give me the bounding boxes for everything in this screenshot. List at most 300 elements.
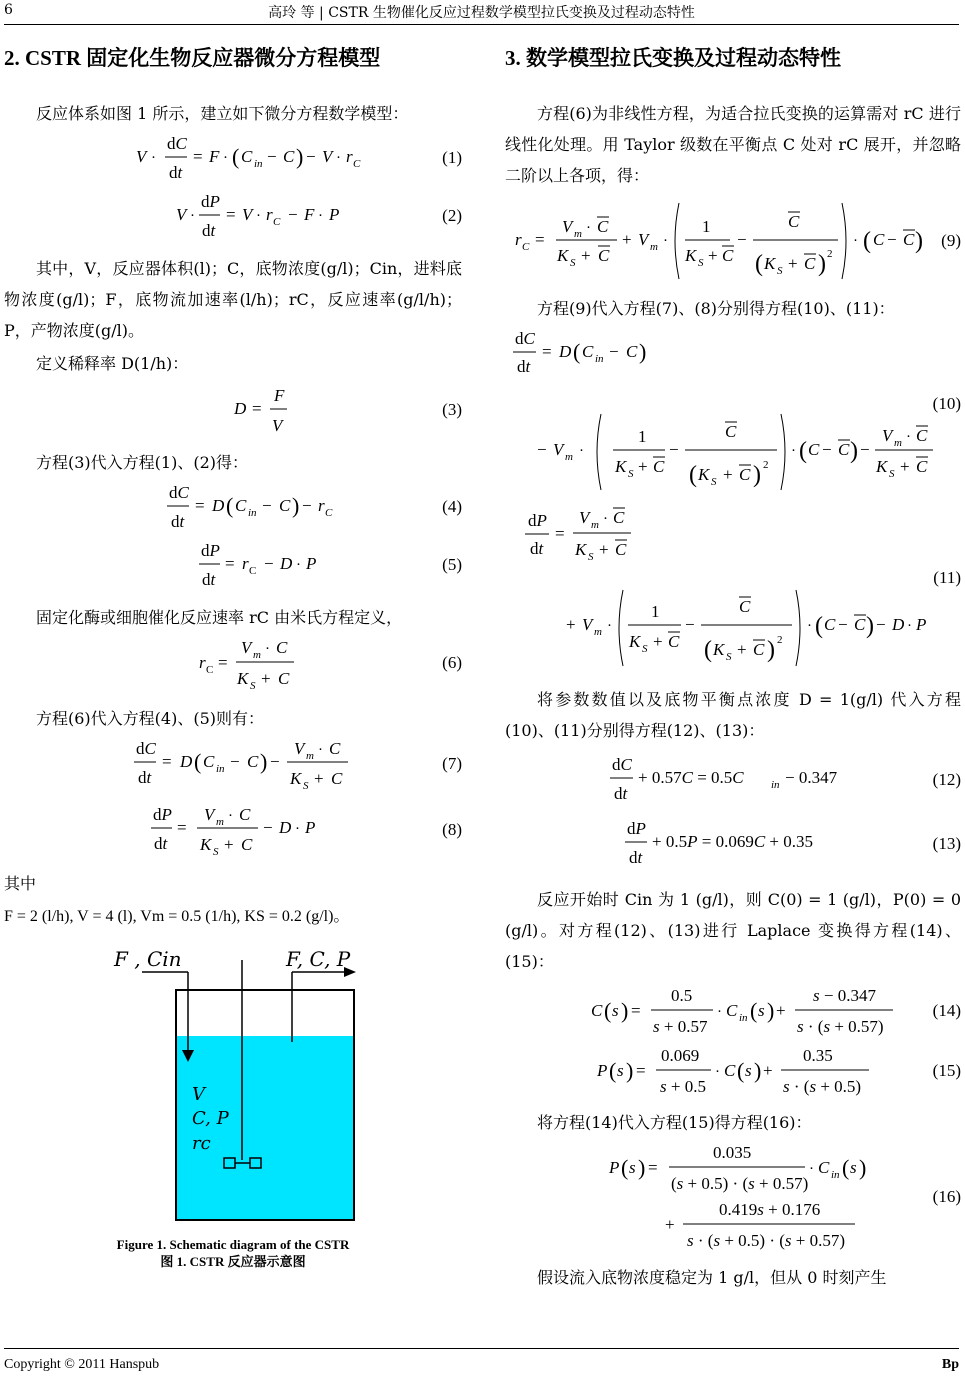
svg-text:·: · (223, 150, 228, 166)
svg-text:dP: dP (627, 819, 646, 838)
svg-text:(: ( (842, 1155, 850, 1180)
cstr-diagram (4, 942, 462, 1232)
svg-text:−: − (887, 230, 897, 249)
left-paragraph-3: 定义稀释率 D(1/h)： (36, 354, 189, 373)
svg-text:·: · (809, 1161, 814, 1177)
svg-text:D: D (279, 818, 292, 837)
svg-text:m: m (591, 519, 599, 531)
svg-text:C: C (353, 158, 361, 170)
svg-text:s · (s + 0.57): s · (s + 0.57) (797, 1017, 884, 1036)
svg-text:C: C (804, 254, 816, 273)
svg-text:2: 2 (763, 459, 769, 471)
left-paragraph-2: 其中，V，反应器体积(l)；C，底物浓度(g/l)；Cin，进料底物浓度(g/l)；F，底物流加速率(l/h)；rC，反应速率(g/l/h)；P，产物浓度(g/l)。 (4, 259, 462, 340)
svg-text:r: r (242, 554, 249, 573)
svg-text:(: ( (799, 438, 807, 464)
svg-text:P: P (609, 1158, 620, 1177)
equation-14-formula (505, 981, 895, 1041)
svg-text:−: − (267, 147, 277, 166)
equation-8-formula (4, 800, 384, 860)
svg-text:K: K (685, 246, 697, 265)
svg-text:dC: dC (169, 483, 189, 502)
equation-2 (4, 187, 462, 245)
svg-text:+: + (788, 254, 798, 273)
svg-text:C: C (279, 496, 291, 515)
equation-9-formula (505, 195, 935, 287)
svg-text:(: ( (194, 749, 202, 774)
svg-text:·: · (318, 208, 323, 224)
equation-6 (4, 633, 462, 693)
svg-text:+: + (314, 769, 324, 788)
svg-text:V: V (882, 426, 893, 445)
svg-text:C: C (903, 230, 915, 249)
svg-text:K: K (615, 457, 627, 476)
svg-text:(: ( (704, 637, 712, 663)
svg-text:D: D (180, 752, 193, 771)
right-paragraph-6: 假设流入底物浓度稳定为 1 g/l，但从 0 时刻产生 (537, 1268, 887, 1287)
svg-text:(: ( (755, 251, 763, 277)
svg-text:P: P (329, 205, 340, 224)
svg-text:C: C (916, 457, 928, 476)
svg-text:r: r (199, 653, 206, 672)
svg-text:dP: dP (201, 192, 220, 211)
svg-text:r: r (346, 147, 353, 166)
svg-text:): ) (818, 251, 826, 277)
figure-1 (4, 942, 462, 1269)
svg-text:dC: dC (136, 739, 156, 758)
svg-text:m: m (650, 241, 658, 253)
svg-text:S: S (303, 780, 309, 792)
svg-text:C: C (582, 342, 594, 361)
svg-text:·: · (603, 511, 608, 527)
svg-text:C: C (808, 440, 820, 459)
equation-number: (3) (442, 400, 462, 419)
svg-text:C: C (591, 1001, 603, 1020)
svg-text:in: in (771, 779, 780, 791)
svg-text:=: = (226, 205, 236, 224)
equation-number: (12) (932, 770, 961, 789)
svg-text:D: D (234, 399, 247, 418)
svg-text:=: = (193, 147, 203, 166)
svg-text:0.419s + 0.176: 0.419s + 0.176 (719, 1200, 821, 1219)
svg-text:): ) (621, 998, 629, 1023)
svg-text:C: C (753, 640, 765, 659)
svg-text:·: · (791, 443, 796, 459)
svg-text:=: = (535, 230, 545, 249)
equation-9 (505, 195, 961, 287)
svg-text:C: C (522, 241, 530, 253)
figure-caption-cn: 图 1. CSTR 反应器示意图 (160, 1254, 306, 1269)
svg-text:·: · (607, 618, 612, 634)
svg-text:−: − (270, 752, 280, 771)
svg-text:V: V (322, 147, 333, 166)
svg-text:−: − (876, 615, 886, 634)
svg-text:V: V (204, 805, 215, 824)
svg-text:=: = (177, 818, 187, 837)
equation-14 (505, 981, 961, 1041)
svg-text:s − 0.347: s − 0.347 (813, 986, 876, 1005)
running-title: 高玲 等 | CSTR 生物催化反应过程数学模型拉氏变换及过程动态特性 (268, 5, 695, 21)
svg-text:−: − (264, 554, 274, 573)
svg-text:C: C (247, 752, 259, 771)
svg-text:dt: dt (171, 512, 185, 531)
svg-text:C: C (273, 216, 281, 228)
svg-text:P: P (306, 554, 317, 573)
svg-text:1: 1 (638, 427, 647, 446)
svg-text:(: ( (232, 144, 240, 169)
svg-text:S: S (213, 846, 219, 858)
right-column (505, 36, 961, 1293)
svg-text:−: − (302, 496, 312, 515)
equation-7-formula (4, 734, 384, 794)
svg-text:·: · (256, 208, 261, 224)
equation-number: (15) (932, 1061, 961, 1080)
svg-text:K: K (876, 457, 888, 476)
svg-text:C: C (241, 147, 253, 166)
svg-text:dt: dt (154, 834, 168, 853)
svg-text:dC: dC (515, 329, 535, 348)
svg-text:(: ( (737, 1058, 745, 1083)
equation-3 (4, 379, 462, 441)
svg-text:dt: dt (629, 848, 643, 867)
svg-text:=: = (162, 752, 172, 771)
svg-text:m: m (894, 437, 902, 449)
svg-text:C: C (838, 440, 850, 459)
svg-text:=: = (555, 524, 565, 543)
svg-text:+: + (581, 246, 591, 265)
right-paragraph-4: 反应开始时 Cin 为 1 (g/l)，则 C(0) = 1 (g/l)，P(0) = 0 (g/l)。对方程(12)、(13)进行 Laplace 变换得方程(14)、(15)： (505, 890, 961, 971)
svg-text:·: · (807, 618, 812, 634)
svg-text:C: C (626, 342, 638, 361)
svg-text:C: C (278, 669, 290, 688)
svg-text:V: V (272, 416, 283, 435)
svg-text:F: F (209, 147, 220, 166)
svg-text:V: V (553, 440, 564, 459)
svg-text:C: C (283, 147, 295, 166)
svg-text:D: D (559, 342, 572, 361)
svg-text:r: r (266, 205, 273, 224)
svg-text:): ) (639, 339, 647, 364)
svg-text:s: s (745, 1061, 752, 1080)
svg-text:dC: dC (167, 134, 187, 153)
parameter-values: F = 2 (l/h), V = 4 (l), Vm = 0.5 (1/h), KS = 0.2 (g/l)。 (4, 908, 350, 925)
svg-text:C: C (818, 1158, 830, 1177)
svg-text:C: C (916, 426, 928, 445)
svg-text:S: S (628, 468, 634, 480)
svg-text:s + 0.57: s + 0.57 (653, 1017, 708, 1036)
svg-text:s: s (617, 1061, 624, 1080)
equation-10-formula (505, 324, 935, 506)
svg-text:·: · (228, 808, 233, 824)
svg-text:(: ( (609, 1058, 617, 1083)
svg-text:·: · (579, 443, 584, 459)
svg-text:V: V (638, 230, 649, 249)
svg-text:+: + (665, 1215, 675, 1234)
svg-text:C: C (739, 597, 751, 616)
svg-text:F: F (274, 386, 285, 405)
svg-text:): ) (260, 749, 268, 774)
svg-text:C: C (276, 638, 288, 657)
svg-text:·: · (907, 618, 912, 634)
svg-text:0.069: 0.069 (661, 1046, 700, 1065)
svg-text:(: ( (573, 339, 581, 364)
svg-text:+: + (224, 835, 234, 854)
page-number: 6 (4, 2, 13, 18)
svg-text:=: = (195, 496, 205, 515)
svg-text:V: V (579, 508, 590, 527)
svg-text:(: ( (226, 493, 234, 518)
svg-text:·: · (717, 1004, 722, 1020)
svg-text:C: C (668, 632, 680, 651)
volume-label: V (192, 1084, 205, 1105)
svg-text:0.35: 0.35 (803, 1046, 833, 1065)
svg-text:C: C (873, 230, 885, 249)
svg-text:C: C (241, 835, 253, 854)
svg-text:+: + (900, 457, 910, 476)
svg-text:D: D (892, 615, 905, 634)
svg-text:C: C (203, 752, 215, 771)
svg-text:m: m (594, 626, 602, 638)
svg-text:dt: dt (202, 221, 216, 240)
svg-text:C: C (235, 496, 247, 515)
svg-text:−: − (230, 752, 240, 771)
section-2-title: 2. CSTR 固定化生物反应器微分方程模型 (4, 46, 381, 70)
svg-text:S: S (711, 476, 717, 488)
left-paragraph-6: 方程(6)代入方程(4)、(5)则有： (36, 709, 264, 728)
svg-text:C: C (725, 422, 737, 441)
svg-text:−: − (860, 440, 870, 459)
equation-15 (505, 1041, 961, 1101)
equation-15-formula (505, 1041, 895, 1101)
svg-text:V: V (136, 147, 147, 166)
equation-8 (4, 800, 462, 860)
svg-text:−: − (262, 496, 272, 515)
svg-text:·: · (715, 1064, 720, 1080)
svg-text:0.5: 0.5 (671, 986, 693, 1005)
svg-text:): ) (915, 228, 923, 254)
svg-text:−: − (609, 342, 619, 361)
svg-text:): ) (753, 462, 761, 488)
svg-text:0.035: 0.035 (713, 1143, 752, 1162)
equation-number: (1) (442, 148, 462, 167)
equation-number: (6) (442, 653, 462, 672)
equation-1-tail (320, 129, 400, 187)
svg-text:): ) (626, 1058, 634, 1083)
equation-6-formula (4, 633, 324, 693)
figure-caption-en: Figure 1. Schematic diagram of the CSTR (116, 1237, 350, 1252)
svg-text:K: K (629, 632, 641, 651)
svg-text:dC: dC (612, 755, 632, 774)
equation-1-formula (4, 129, 334, 187)
svg-text:V: V (241, 638, 252, 657)
svg-text:S: S (250, 680, 256, 692)
equation-number: (7) (442, 754, 462, 773)
svg-text:(: ( (863, 228, 871, 254)
svg-text:P: P (916, 615, 927, 634)
footer-rule (4, 1348, 959, 1349)
svg-text:·: · (853, 233, 858, 249)
svg-text:m: m (216, 816, 224, 828)
conc-label: C, P (192, 1108, 229, 1129)
svg-text:·: · (663, 233, 668, 249)
svg-text:s · (s + 0.5): s · (s + 0.5) (783, 1077, 862, 1096)
left-paragraph-7: 其中 (4, 874, 37, 893)
section-3-title: 3. 数学模型拉氏变换及过程动态特性 (505, 46, 841, 70)
svg-text:S: S (588, 551, 594, 563)
svg-text:·: · (190, 208, 195, 224)
equation-11-formula (505, 506, 935, 682)
svg-text:P: P (597, 1061, 608, 1080)
equation-number: (14) (932, 1001, 961, 1020)
svg-text:in: in (254, 158, 263, 170)
svg-text:dP: dP (201, 541, 220, 560)
svg-text:(s + 0.5) · (s + 0.57): (s + 0.5) · (s + 0.57) (671, 1174, 809, 1193)
svg-text:C: C (726, 1001, 738, 1020)
svg-text:s · (s + 0.5) · (s + 0.57): s · (s + 0.5) · (s + 0.57) (687, 1231, 846, 1250)
svg-text:·: · (336, 150, 341, 166)
svg-text:V: V (294, 739, 305, 758)
svg-text:V: V (242, 205, 253, 224)
left-paragraph-1: 反应体系如图 1 所示，建立如下微分方程数学模型： (36, 104, 409, 123)
svg-text:2: 2 (777, 634, 783, 646)
header-rule (4, 24, 959, 25)
svg-text:C: C (206, 664, 214, 676)
svg-text:C: C (739, 465, 751, 484)
svg-text:D: D (280, 554, 293, 573)
svg-text:=: = (648, 1158, 658, 1177)
svg-text:+ 0.57C = 0.5C: + 0.57C = 0.5C (638, 768, 744, 787)
svg-text:S: S (642, 643, 648, 655)
svg-text:C: C (597, 217, 609, 236)
svg-text:+: + (776, 1001, 786, 1020)
svg-text:in: in (831, 1169, 840, 1181)
svg-text:s + 0.5: s + 0.5 (660, 1077, 706, 1096)
equation-12-formula (505, 750, 845, 810)
svg-text:C: C (325, 507, 333, 519)
svg-text:): ) (767, 637, 775, 663)
svg-text:P: P (305, 818, 316, 837)
svg-text:(: ( (750, 998, 758, 1023)
equation-number: (4) (442, 497, 462, 516)
svg-text:−: − (685, 615, 695, 634)
equation-16 (505, 1138, 961, 1256)
svg-text:in: in (216, 763, 225, 775)
svg-text:−: − (822, 440, 832, 459)
svg-text:1: 1 (702, 217, 711, 236)
svg-text:−: − (838, 615, 848, 634)
svg-text:dt: dt (517, 357, 531, 376)
svg-text:+: + (653, 632, 663, 651)
svg-text:): ) (638, 1155, 646, 1180)
svg-text:C: C (329, 739, 341, 758)
svg-text:V: V (176, 205, 187, 224)
svg-text:·: · (151, 150, 156, 166)
svg-text:C: C (854, 615, 866, 634)
svg-text:+: + (708, 246, 718, 265)
equation-number: (8) (442, 820, 462, 839)
right-paragraph-5: 将方程(14)代入方程(15)得方程(16)： (537, 1113, 812, 1132)
svg-text:dP: dP (528, 511, 547, 530)
svg-text:S: S (570, 257, 576, 269)
equation-3-formula (4, 379, 304, 441)
svg-text:dP: dP (153, 805, 172, 824)
svg-text:(: ( (815, 613, 823, 639)
svg-text:=: = (636, 1061, 646, 1080)
svg-text:m: m (565, 451, 573, 463)
svg-text:−: − (737, 230, 747, 249)
equation-2-formula (4, 187, 364, 245)
svg-text:S: S (698, 257, 704, 269)
svg-text:m: m (574, 228, 582, 240)
svg-text:(: ( (689, 462, 697, 488)
svg-text:=: = (631, 1001, 641, 1020)
left-column (4, 36, 462, 1269)
equation-number: (13) (932, 834, 961, 853)
svg-text:r: r (515, 230, 522, 249)
svg-text:D: D (212, 496, 225, 515)
svg-text:·: · (296, 557, 301, 573)
page-header (4, 2, 959, 22)
svg-text:+: + (566, 615, 576, 634)
svg-text:m: m (253, 649, 261, 661)
equation-10 (505, 324, 961, 506)
svg-text:+: + (737, 640, 747, 659)
svg-text:F: F (304, 205, 315, 224)
svg-text:1: 1 (651, 602, 660, 621)
svg-text:(: ( (621, 1155, 629, 1180)
svg-text:): ) (292, 493, 300, 518)
copyright-text: Copyright © 2011 Hanspub (4, 1357, 160, 1372)
svg-text:2: 2 (827, 248, 833, 260)
svg-text:K: K (764, 254, 776, 273)
svg-text:C: C (613, 508, 625, 527)
svg-text:C: C (249, 565, 257, 577)
right-paragraph-3: 将参数数值以及底物平衡点浓度 D = 1(g/l) 代入方程(10)、(11)分别得方程(12)、(13)： (505, 690, 961, 740)
svg-text:C: C (824, 615, 836, 634)
svg-text:·: · (265, 641, 270, 657)
equation-13 (505, 814, 961, 874)
svg-text:+: + (599, 540, 609, 559)
svg-text:dt: dt (169, 163, 183, 182)
svg-text:+: + (723, 465, 733, 484)
svg-text:K: K (290, 769, 302, 788)
svg-text:): ) (866, 613, 874, 639)
equation-4 (4, 478, 462, 536)
svg-text:dt: dt (614, 784, 628, 803)
equation-13-formula (505, 814, 845, 874)
svg-text:S: S (726, 651, 732, 663)
svg-text:K: K (200, 835, 212, 854)
svg-text:K: K (713, 640, 725, 659)
svg-text:C: C (598, 246, 610, 265)
svg-text:): ) (850, 438, 858, 464)
svg-text:in: in (595, 353, 604, 365)
left-paragraph-5: 固定化酶或细胞催化反应速率 rC 由米氏方程定义， (36, 608, 403, 627)
svg-text:−: − (306, 147, 316, 166)
svg-text:): ) (296, 144, 304, 169)
svg-text:+ 0.5P = 0.069C + 0.35: + 0.5P = 0.069C + 0.35 (652, 832, 814, 851)
equation-1 (4, 129, 462, 187)
svg-text:C: C (788, 212, 800, 231)
svg-text:in: in (248, 507, 257, 519)
svg-text:C: C (724, 1061, 736, 1080)
equation-number: (5) (442, 555, 462, 574)
svg-text:−: − (288, 205, 298, 224)
svg-text:+: + (638, 457, 648, 476)
equation-12 (505, 750, 961, 810)
equation-number: (9) (941, 231, 961, 250)
right-paragraph-1: 方程(6)为非线性方程，为适合拉氏变换的运算需对 rC 进行线性化处理。用 Taylor 级数在平衡点 C 处对 rC 展开，并忽略二阶以上各项，得： (505, 104, 961, 185)
svg-text:+: + (763, 1061, 773, 1080)
